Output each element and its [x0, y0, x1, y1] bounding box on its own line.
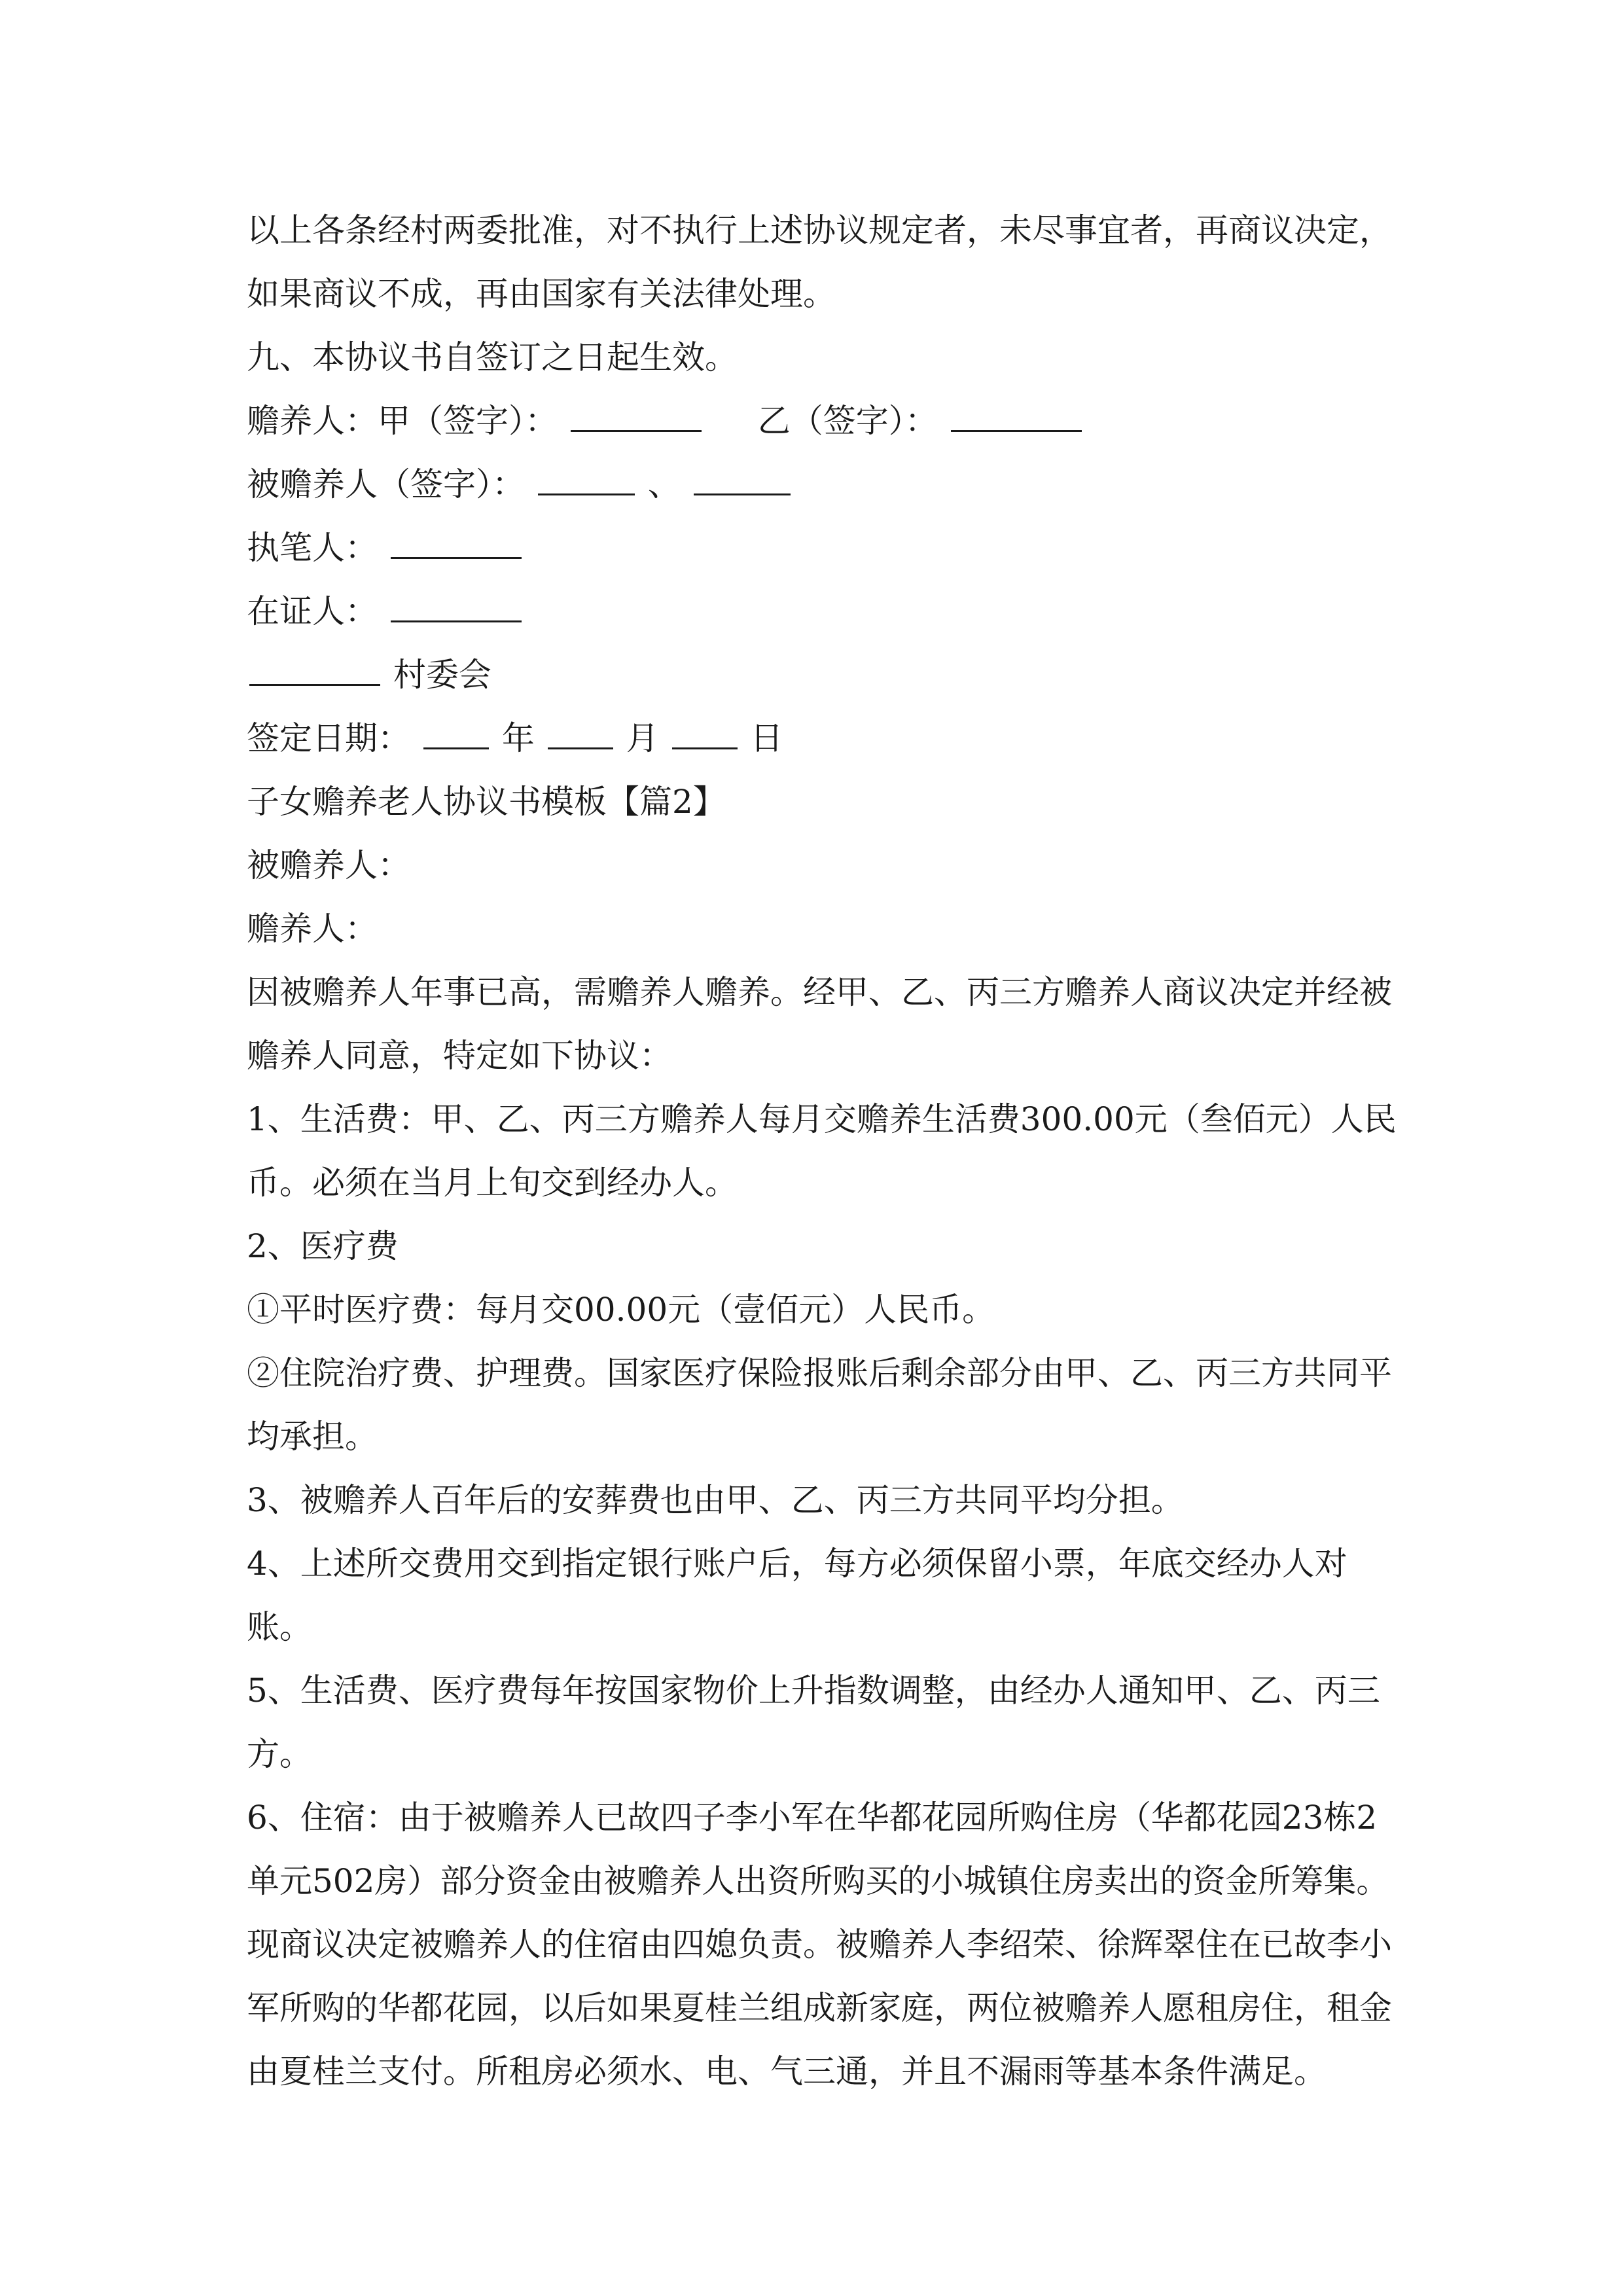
supporter-line: 赡养人： [247, 910, 378, 948]
paragraph-adjustment: 5、生活费、医疗费每年按国家物价上升指数调整，由经办人通知甲、乙、丙三方。 [247, 1672, 1380, 1773]
supporter-b-label: 乙（签字）： [757, 402, 938, 440]
year-label: 年 [501, 719, 535, 757]
month-blank[interactable] [548, 708, 613, 749]
paragraph-receipts: 4、上述所交费用交到指定银行账户后，每方必须保留小票，年底交经办人对账。 [247, 1545, 1347, 1646]
date-line [247, 707, 1399, 770]
paragraph-housing: 6、住宿：由于被赡养人已故四子李小军在华都花园所购住房（华都花园23栋2单元502房）部分资金由被赡养人出资所购买的小城镇住房卖出的资金所筹集。现商议决定被赡养人的住宿由四媳负责。被赡养人李绍荣、徐辉翠住在已故李小军所购的华都花园，以后如果夏桂兰组成新家庭，两位被赡养人愿租房住，租金由夏桂兰支付。所租房必须水、电、气三通，并且不漏雨等基本条件满足。 [247, 1799, 1392, 2090]
paragraph-medical-hospital: ②住院治疗费、护理费。国家医疗保险报账后剩余部分由甲、乙、丙三方共同平均承担。 [247, 1354, 1392, 1456]
witness-blank[interactable] [391, 581, 522, 622]
paragraph-medical-heading: 2、医疗费 [247, 1227, 399, 1265]
month-label: 月 [626, 719, 659, 757]
paragraph-intro: 因被赡养人年事已高，需赡养人赡养。经甲、乙、丙三方赡养人商议决定并经被赡养人同意，特定如下协议： [247, 973, 1392, 1075]
village-line [247, 643, 1399, 707]
supported-label: 被赡养人（签字）： [247, 465, 525, 503]
paragraph-funeral: 3、被赡养人百年后的安葬费也由甲、乙、丙三方共同平均分担。 [247, 1481, 1184, 1519]
document-body [247, 199, 1399, 2104]
signature-blank-b[interactable] [951, 391, 1082, 432]
paragraph-effective: 九、本协议书自签订之日起生效。 [247, 338, 738, 376]
paragraph-approval: 以上各条经村两委批准，对不执行上述协议规定者，未尽事宜者，再商议决定，如果商议不成，再由国家有关法律处理。 [247, 211, 1392, 313]
witness-line [247, 580, 1399, 643]
writer-line [247, 516, 1399, 580]
witness-label: 在证人： [247, 592, 378, 630]
signature-line-supporters [247, 389, 1399, 453]
section-title: 子女赡养老人协议书模板【篇2】 [247, 783, 726, 821]
writer-blank[interactable] [391, 518, 522, 559]
signature-blank-supported-1[interactable] [538, 454, 635, 495]
supporter-a-label: 赡养人：甲（签字）： [247, 402, 558, 440]
village-label: 村委会 [393, 656, 491, 694]
year-blank[interactable] [423, 708, 489, 749]
paragraph-living-expenses: 1、生活费：甲、乙、丙三方赡养人每月交赡养生活费300.00元（叁佰元）人民币。必须在当月上旬交到经办人。 [247, 1100, 1397, 1202]
signature-line-supported [247, 453, 1399, 516]
signature-blank-a[interactable] [571, 391, 702, 432]
supported-person-line: 被赡养人： [247, 846, 410, 884]
writer-label: 执笔人： [247, 529, 378, 567]
separator: 、 [647, 465, 681, 503]
date-label: 签定日期： [247, 719, 410, 757]
day-blank[interactable] [672, 708, 738, 749]
village-blank[interactable] [249, 645, 380, 686]
day-label: 日 [750, 719, 783, 757]
signature-blank-supported-2[interactable] [694, 454, 791, 495]
paragraph-medical-regular: ①平时医疗费：每月交00.00元（壹佰元）人民币。 [247, 1291, 995, 1329]
